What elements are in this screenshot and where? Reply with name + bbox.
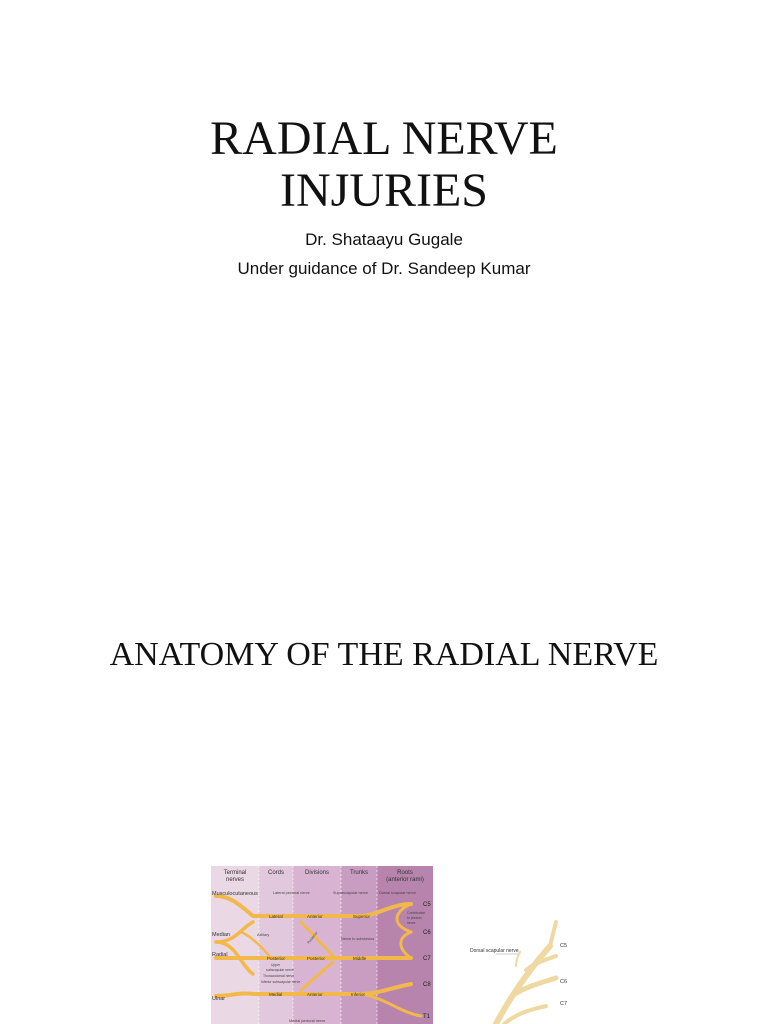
label-lateral-cord: Lateral bbox=[269, 914, 283, 919]
label-dorsal-scapular-nerve: Dorsal scapular nerve bbox=[470, 948, 519, 954]
header-trunks: Trunks bbox=[349, 870, 369, 876]
label-suprascapular: Suprascapular nerve bbox=[333, 891, 369, 895]
header-terminal-1: Terminal bbox=[223, 870, 247, 876]
label-t1: T1 bbox=[423, 1014, 431, 1020]
header-roots-1: Roots bbox=[397, 870, 413, 876]
label-c8: C8 bbox=[423, 982, 431, 988]
label-superior-trunk: Superior bbox=[353, 914, 371, 919]
dorsal-scapular-figure bbox=[456, 866, 580, 1024]
label-ulnar: Ulnar bbox=[212, 996, 226, 1002]
label-medial-cord: Medial bbox=[269, 992, 283, 997]
dorsal-scapular-diagram bbox=[456, 866, 580, 1024]
scap-c5-branch bbox=[550, 922, 556, 946]
header-cords: Cords bbox=[267, 870, 285, 876]
section-title: ANATOMY OF THE RADIAL NERVE bbox=[109, 636, 659, 673]
scapular-nerve-paths bbox=[496, 922, 556, 1024]
label-contribution-1: Contribution bbox=[407, 911, 426, 915]
label-posterior-division: Posterior bbox=[307, 956, 326, 961]
brachial-plexus-diagram bbox=[211, 866, 433, 1024]
label-thoracodorsal: Thoracodorsal nerve bbox=[263, 974, 295, 978]
label-scap-c7: C7 bbox=[560, 1001, 568, 1007]
cords-column bbox=[259, 866, 293, 1024]
header-divisions: Divisions bbox=[304, 870, 330, 876]
label-scap-c6: C6 bbox=[560, 979, 568, 985]
label-posterior-division-branch: Posterior bbox=[306, 930, 319, 945]
author-name: Dr. Shataayu Gugale bbox=[305, 230, 463, 249]
label-upper-subscapular-1: Upper bbox=[271, 963, 281, 967]
label-radial: Radial bbox=[212, 952, 228, 958]
label-inferior-trunk: Inferior bbox=[351, 992, 366, 997]
trunks-column bbox=[341, 866, 377, 1024]
label-axillary: Axillary bbox=[257, 933, 270, 937]
label-c6: C6 bbox=[423, 930, 431, 936]
title-line-2: INJURIES bbox=[279, 164, 488, 217]
label-musculocutaneous: Musculocutaneous bbox=[212, 891, 258, 897]
label-anterior-division-top: Anterior bbox=[307, 914, 323, 919]
divisions-column bbox=[293, 866, 341, 1024]
label-lower-subscapular: Inferior subscapular nerve bbox=[261, 980, 301, 984]
label-lateral-pectoral: Lateral pectoral nerve bbox=[273, 891, 310, 895]
header-roots-2: (anterior rami) bbox=[386, 877, 424, 883]
brachial-plexus-figure bbox=[211, 866, 433, 1024]
label-nerve-to-subclavius: Nerve to subclavius bbox=[341, 937, 375, 941]
label-middle-trunk: Middle bbox=[353, 956, 367, 961]
label-c7: C7 bbox=[423, 956, 431, 962]
label-dorsal-scapular: Dorsal scapular nerve bbox=[379, 891, 416, 895]
label-medial-pectoral: Medial pectoral nerve bbox=[289, 1019, 326, 1023]
slide-title bbox=[0, 113, 768, 217]
title-line-1: RADIAL NERVE bbox=[210, 112, 558, 165]
label-c5: C5 bbox=[423, 902, 431, 908]
label-anterior-division-bottom: Anterior bbox=[307, 992, 323, 997]
label-contribution-2: to phrenic bbox=[407, 916, 422, 920]
label-scap-c5: C5 bbox=[560, 943, 568, 949]
label-posterior-cord: Posterior bbox=[267, 956, 286, 961]
label-contribution-3: nerve bbox=[407, 921, 416, 925]
header-terminal-2: nerves bbox=[225, 877, 245, 883]
scap-lower-branch bbox=[504, 1006, 546, 1024]
guidance-text: Under guidance of Dr. Sandeep Kumar bbox=[237, 259, 531, 278]
label-median: Median bbox=[212, 932, 231, 938]
label-upper-subscapular-2: subscapular nerve bbox=[266, 968, 294, 972]
